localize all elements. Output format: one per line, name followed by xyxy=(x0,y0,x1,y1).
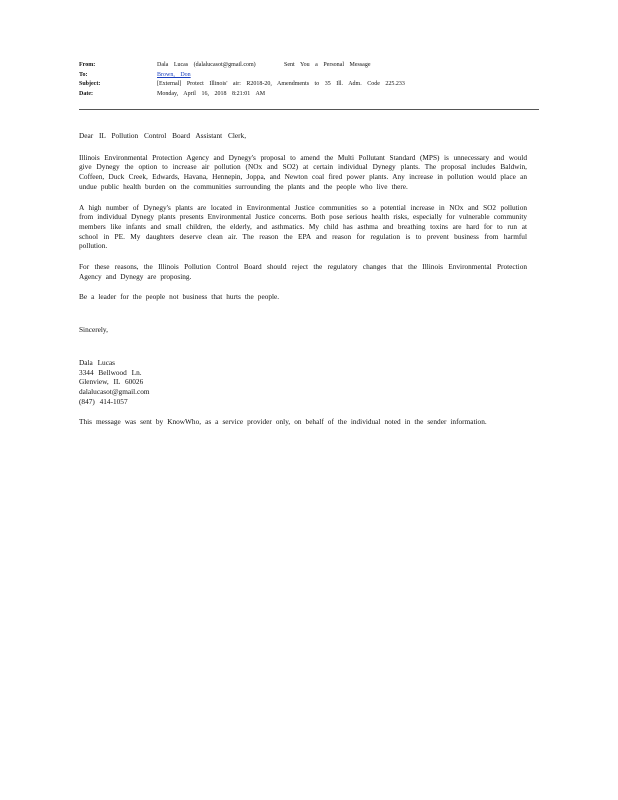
signature-block xyxy=(79,358,527,407)
date-value: Monday, April 16, 2018 8:21:01 AM xyxy=(157,90,266,97)
signature-email: dalalucasot@gmail.com xyxy=(79,386,150,396)
paragraph-3: For these reasons, the Illinois Pollution Control Board should reject the regulatory changes that the Illinois Environmental Protection Agency and Dynegy are proposing. xyxy=(79,262,527,281)
from-label: From: xyxy=(79,62,96,68)
subject-value: [External] Protect Illinois' air: R2018-20, Amendments to 35 Ill. Adm. Code 225.233 xyxy=(157,81,405,88)
letter-body xyxy=(79,131,527,438)
signature-city: Glenview, IL 60026 xyxy=(79,377,144,387)
paragraph-2: A high number of Dynegy's plants are located in Environmental Justice communities so a potential increase in NOx and SO2 pollution from individual Dynegy plants presents Environmental Justice concerns. Both pose serious health risks, especially for vulnerable community members like infants and small children, the elderly, and asthmatics. My child has asthma and breathing toxins are hard for to run at school in PE. My daughters deserve clean air. The reason the EPA and reason for regulation is to prevent business from harmful pollution. xyxy=(79,202,527,251)
greeting: Dear IL Pollution Control Board Assistant Clerk, xyxy=(79,131,247,140)
from-row xyxy=(79,61,539,71)
paragraph-1: Illinois Environmental Protection Agency and Dynegy's proposal to amend the Multi Pollutant Standard (MPS) is unnecessary and would give Dynegy the option to increase air pollution (NOx and SO2) at certain individual Dynegy plants. The proposal includes Baldwin, Coffeen, Duck Creek, Edwards, Havana, Hennepin, Joppa, and Newton coal fired power plants. Any increase in pollution would place an undue public health burden on the communities surrounding the plants and the people who live there. xyxy=(79,152,527,191)
to-value-link[interactable]: Brown, Don xyxy=(157,71,191,78)
spacer xyxy=(79,346,527,358)
paragraph-4: Be a leader for the people not business that hurts the people. xyxy=(79,292,280,302)
date-row xyxy=(79,90,539,100)
subject-label: Subject: xyxy=(79,81,101,88)
email-header xyxy=(79,61,539,99)
to-label: To: xyxy=(79,71,88,78)
closing: Sincerely, xyxy=(79,325,108,335)
header-divider xyxy=(79,109,539,110)
signature-name: Dala Lucas xyxy=(79,357,116,367)
subject-row xyxy=(79,80,539,90)
to-row xyxy=(79,71,539,81)
date-label: Date: xyxy=(79,90,93,97)
footer-note: This message was sent by KnowWho, as a service provider only, on behalf of the individual noted in the sender information. xyxy=(79,417,487,427)
spacer xyxy=(79,313,527,325)
signature-phone: (847) 414-1057 xyxy=(79,396,128,406)
from-extra: Sent You a Personal Message xyxy=(284,62,371,68)
from-value: Dala Lucas (dalalucasot@gmail.com) xyxy=(157,62,256,68)
signature-street: 3344 Bellwood Ln. xyxy=(79,367,142,377)
